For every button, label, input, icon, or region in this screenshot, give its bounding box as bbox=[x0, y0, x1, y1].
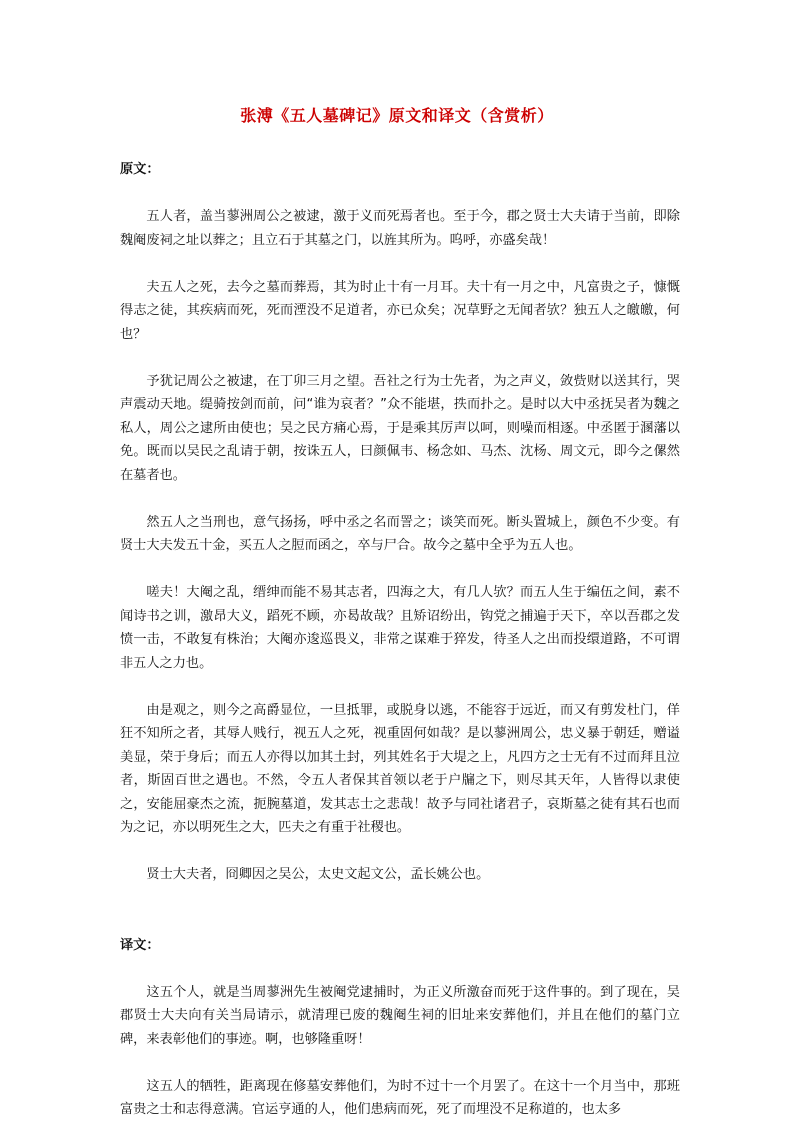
spacer bbox=[120, 840, 680, 864]
spacer bbox=[120, 182, 680, 206]
original-heading: 原文： bbox=[120, 162, 160, 177]
spacer bbox=[120, 487, 680, 511]
original-paragraph: 五人者，盖当蓼洲周公之被逮，激于义而死焉者也。至于今，郡之贤士大夫请于当前，即除魏阉废祠之址以葬之；且立石于其墓之门，以旌其所为。呜呼，亦盛矣哉！ bbox=[120, 209, 680, 248]
spacer bbox=[120, 675, 680, 699]
translation-paragraph: 这五个人，就是当周蓼洲先生被阉党逮捕时，为正义所激奋而死于这件事的。到了现在，吴郡贤士大夫向有关当局请示，就清理已废的魏阉生祠的旧址来安葬他们，并且在他们的墓门立碑，来表彰他们的事迹。啊，也够隆重呀！ bbox=[120, 984, 680, 1047]
document-body bbox=[120, 158, 680, 1122]
original-paragraph: 由是观之，则今之高爵显位，一旦抵罪，或脱身以逃，不能容于远近，而又有剪发杜门，佯狂不知所之者，其辱人贱行，视五人之死，视重固何如哉？是以蓼洲周公，忠义暴于朝廷，赠谥美显，荣于身后；而五人亦得以加其土封，列其姓名于大堤之上，凡四方之士无有不过而拜且泣者，斯固百世之遇也。不然，令五人者保其首领以老于户牖之下，则尽其天年，人皆得以隶使之，安能屈豪杰之流，扼腕墓道，发其志士之悲哉！故予与同社诸君子，哀斯墓之徒有其石也而为之记，亦以明死生之大，匹夫之有重于社稷也。 bbox=[120, 702, 680, 835]
spacer bbox=[120, 252, 680, 276]
spacer bbox=[120, 558, 680, 582]
spacer bbox=[120, 910, 680, 934]
spacer bbox=[120, 346, 680, 370]
original-paragraph: 嗟夫！大阉之乱，缙绅而能不易其志者，四海之大，有几人欤？而五人生于编伍之间，素不闻诗书之训，激昂大义，蹈死不顾，亦曷故哉？且矫诏纷出，钩党之捕遍于天下，卒以吾郡之发愤一击，不敢复有株治；大阉亦逡巡畏义，非常之谋难于猝发，待圣人之出而投缳道路，不可谓非五人之力也。 bbox=[120, 585, 680, 671]
original-paragraph: 贤士大夫者，冏卿因之吴公，太史文起文公，孟长姚公也。 bbox=[146, 867, 490, 882]
translation-paragraph: 这五人的牺牲，距离现在修墓安葬他们，为时不过十一个月罢了。在这十一个月当中，那班富贵之士和志得意满。官运亨通的人，他们患病而死，死了而埋没不足称道的，也太多 bbox=[120, 1078, 680, 1117]
spacer bbox=[120, 957, 680, 981]
translation-heading: 译文： bbox=[120, 937, 160, 953]
spacer bbox=[120, 887, 680, 911]
document-title: 张溥《五人墓碑记》原文和译文（含赏析） bbox=[240, 106, 554, 125]
original-paragraph: 夫五人之死，去今之墓而葬焉，其为时止十有一月耳。夫十有一月之中，凡富贵之子，慷慨得志之徒，其疾病而死，死而湮没不足道者，亦已众矣；况草野之无闻者欤？独五人之皦皦，何也？ bbox=[120, 279, 680, 342]
original-paragraph: 然五人之当刑也，意气扬扬，呼中丞之名而詈之；谈笑而死。断头置城上，颜色不少变。有贤士大夫发五十金，买五人之脰而函之，卒与尸合。故今之墓中全乎为五人也。 bbox=[120, 514, 680, 553]
original-paragraph: 予犹记周公之被逮，在丁卯三月之望。吾社之行为士先者，为之声义，敛赀财以送其行，哭声震动天地。缇骑按剑而前，问“谁为哀者？”众不能堪，抶而扑之。是时以大中丞抚吴者为魏之私人，周公之逮所由使也；吴之民方痛心焉，于是乘其厉声以呵，则噪而相逐。中丞匿于溷藩以免。既而以吴民之乱请于朝，按诛五人，曰颜佩韦、杨念如、马杰、沈杨、周文元，即今之傫然在墓者也。 bbox=[120, 373, 680, 483]
spacer bbox=[120, 1051, 680, 1075]
